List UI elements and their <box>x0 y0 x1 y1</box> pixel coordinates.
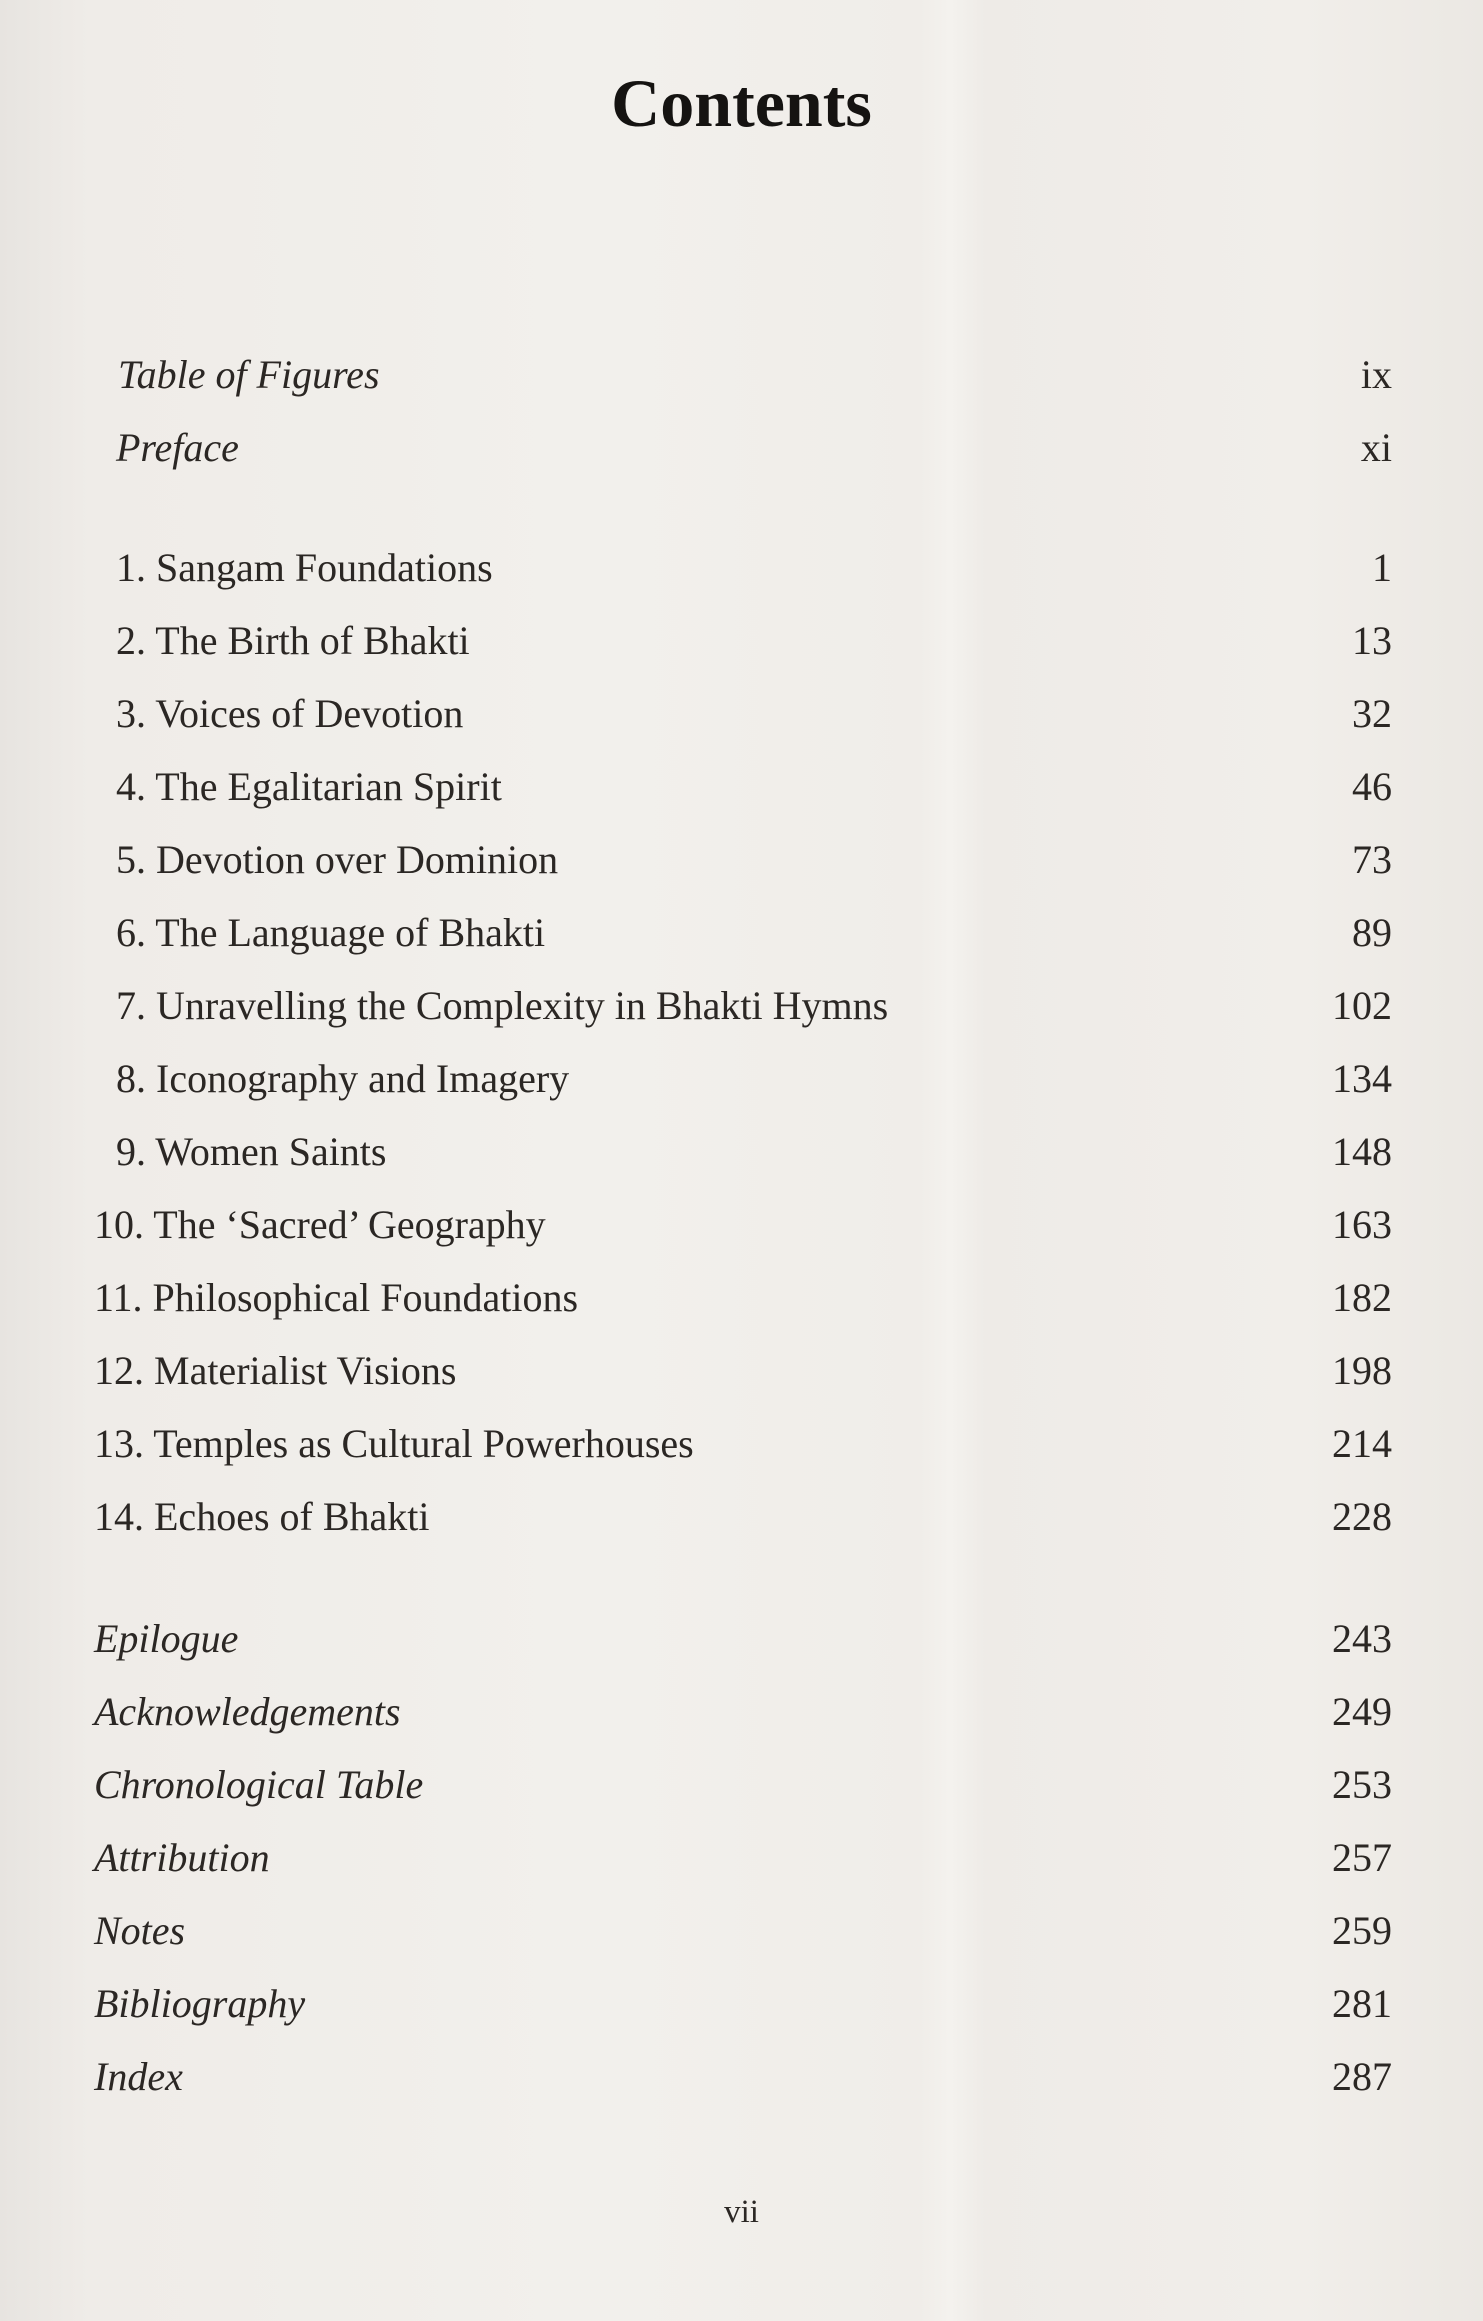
toc-entry-notes <box>0 1901 1483 1961</box>
toc-entry-label: 4. The Egalitarian Spirit <box>116 764 502 809</box>
toc-entry-label: 10. The ‘Sacred’ Geography <box>94 1202 546 1247</box>
toc-entry-label: 3. Voices of Devotion <box>116 691 464 736</box>
toc-entry-page-number: 287 <box>1332 2054 1392 2099</box>
toc-entry-chapter-13 <box>0 1414 1483 1474</box>
toc-entry-acknowledgements <box>0 1682 1483 1742</box>
toc-entry-page-number: xi <box>1360 425 1392 470</box>
toc-entry-page-number: 253 <box>1332 1762 1392 1807</box>
toc-entry-chapter-11 <box>0 1268 1483 1328</box>
toc-entry-label: Bibliography <box>94 1981 306 2026</box>
toc-entry-chapter-1 <box>0 538 1483 598</box>
toc-entry-label: 5. Devotion over Dominion <box>116 837 559 882</box>
toc-entry-page-number: 249 <box>1332 1689 1392 1734</box>
toc-entry-label: Notes <box>94 1908 186 1953</box>
toc-entry-page-number: 1 <box>1372 545 1392 590</box>
toc-entry-table-of-figures <box>0 345 1483 405</box>
toc-entry-label: 6. The Language of Bhakti <box>116 910 546 955</box>
toc-entry-chapter-12 <box>0 1341 1483 1401</box>
toc-entry-chapter-14 <box>0 1487 1483 1547</box>
toc-entry-label: Chronological Table <box>94 1762 424 1807</box>
toc-entry-page-number: 182 <box>1332 1275 1392 1320</box>
toc-entry-page-number: 148 <box>1332 1129 1392 1174</box>
toc-entry-label: 2. The Birth of Bhakti <box>116 618 470 663</box>
page-folio: vii <box>724 2194 759 2230</box>
toc-entry-preface <box>0 418 1483 478</box>
toc-entry-page-number: 89 <box>1352 910 1392 955</box>
toc-entry-page-number: 214 <box>1332 1421 1392 1466</box>
toc-entry-label: 14. Echoes of Bhakti <box>94 1494 430 1539</box>
page-title: Contents <box>611 65 872 141</box>
toc-entry-page-number: 73 <box>1352 837 1392 882</box>
toc-entry-chapter-10 <box>0 1195 1483 1255</box>
toc-entry-chronological-table <box>0 1755 1483 1815</box>
toc-entry-page-number: ix <box>1360 352 1392 397</box>
toc-entry-page-number: 198 <box>1332 1348 1392 1393</box>
toc-entry-chapter-6 <box>0 903 1483 963</box>
toc-entry-chapter-9 <box>0 1122 1483 1182</box>
toc-entry-epilogue <box>0 1609 1483 1669</box>
toc-entry-label: Table of Figures <box>118 352 380 397</box>
toc-entry-chapter-2 <box>0 611 1483 671</box>
toc-entry-chapter-7 <box>0 976 1483 1036</box>
toc-entry-index <box>0 2047 1483 2107</box>
toc-entry-label: Preface <box>116 425 239 470</box>
toc-entry-bibliography <box>0 1974 1483 2034</box>
toc-entry-label: Acknowledgements <box>94 1689 401 1734</box>
toc-entry-chapter-8 <box>0 1049 1483 1109</box>
toc-entry-page-number: 13 <box>1352 618 1392 663</box>
toc-entry-label: Index <box>94 2054 183 2099</box>
toc-entry-page-number: 257 <box>1332 1835 1392 1880</box>
toc-entry-label: 9. Women Saints <box>116 1129 387 1174</box>
toc-entry-label: 12. Materialist Visions <box>94 1348 457 1393</box>
toc-entry-label: Epilogue <box>94 1616 239 1661</box>
toc-entry-page-number: 102 <box>1332 983 1392 1028</box>
toc-entry-chapter-4 <box>0 757 1483 817</box>
toc-entry-page-number: 32 <box>1352 691 1392 736</box>
toc-entry-page-number: 228 <box>1332 1494 1392 1539</box>
toc-entry-label: Attribution <box>94 1835 270 1880</box>
toc-entry-page-number: 134 <box>1332 1056 1392 1101</box>
toc-entry-page-number: 46 <box>1352 764 1392 809</box>
toc-entry-page-number: 259 <box>1332 1908 1392 1953</box>
toc-entry-page-number: 281 <box>1332 1981 1392 2026</box>
toc-entry-label: 11. Philosophical Foundations <box>94 1275 579 1320</box>
toc-entry-chapter-5 <box>0 830 1483 890</box>
toc-entry-chapter-3 <box>0 684 1483 744</box>
toc-entry-label: 8. Iconography and Imagery <box>116 1056 570 1101</box>
toc-entry-page-number: 243 <box>1332 1616 1392 1661</box>
toc-entry-page-number: 163 <box>1332 1202 1392 1247</box>
toc-entry-label: 1. Sangam Foundations <box>116 545 493 590</box>
toc-entry-label: 7. Unravelling the Complexity in Bhakti Hymns <box>116 983 889 1028</box>
toc-entry-attribution <box>0 1828 1483 1888</box>
toc-entry-label: 13. Temples as Cultural Powerhouses <box>94 1421 694 1466</box>
